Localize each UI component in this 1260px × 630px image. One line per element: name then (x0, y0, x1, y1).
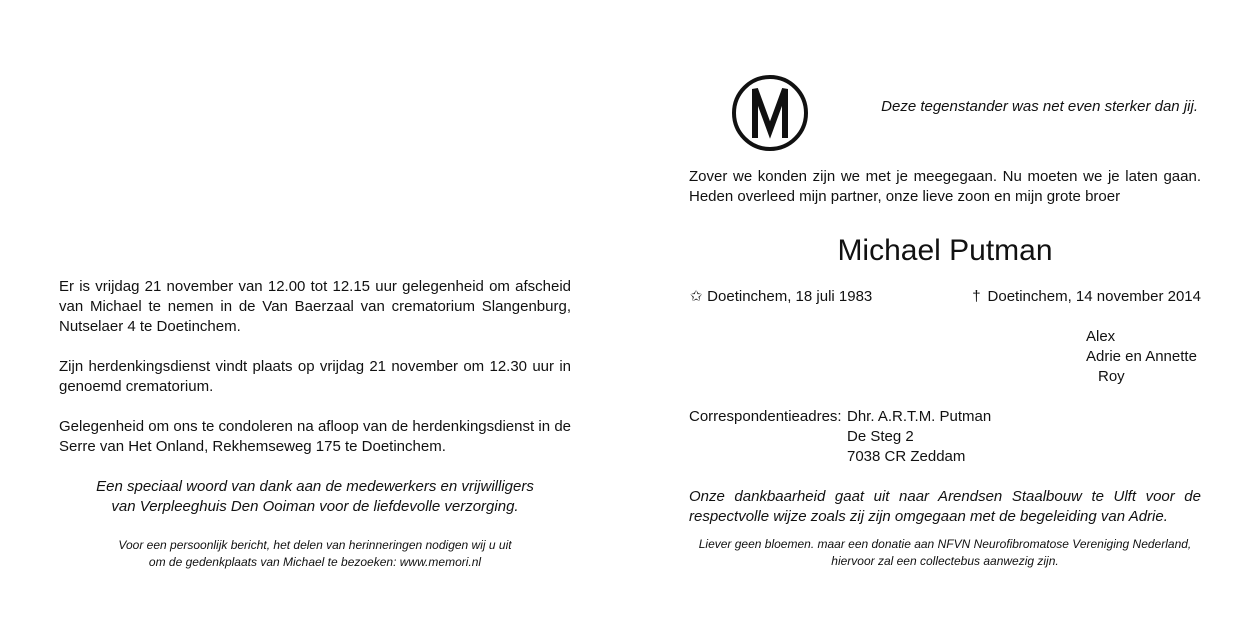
death-text: Doetinchem, 14 november 2014 (987, 288, 1201, 305)
text-line: respectvolle wijze zoals zij zijn omgegaan met de begeleiding van Adrie. (689, 508, 1168, 525)
text-line: Een speciaal woord van dank aan de medewerkers en vrijwilligers (96, 478, 534, 495)
intro-paragraph (689, 167, 1201, 207)
text-line: hiervoor zal een collectebus aanwezig zijn. (831, 554, 1059, 568)
text-line: Er is vrijdag 21 november van 12.00 tot 12.15 uur gelegenheid om afscheid (59, 278, 571, 295)
text-line: genoemd crematorium. (59, 378, 214, 395)
star-icon: ✩ (689, 288, 703, 305)
address-line: Dhr. A.R.T.M. Putman (847, 408, 992, 425)
memorial-logo-icon (730, 72, 810, 154)
condolence-paragraph (59, 417, 571, 457)
birth-text: Doetinchem, 18 juli 1983 (707, 288, 873, 305)
circle-m-icon (730, 72, 810, 154)
text-line: Zover we konden zijn we met je meegegaan. Nu moeten we je laten gaan. (689, 168, 1201, 185)
deceased-name: Michael Putman (837, 234, 1053, 267)
correspondence-address (847, 407, 1047, 467)
text-line: van Michael te nemen in de Van Baerzaal van crematorium Slangenburg, (59, 298, 571, 315)
viewing-paragraph (59, 277, 571, 337)
memorial-service-paragraph (59, 357, 571, 397)
text-line: Gelegenheid om ons te condoleren na afloop van de herdenkingsdienst in de (59, 418, 571, 435)
text-line: Voor een persoonlijk bericht, het delen van herinneringen nodigen wij u uit (118, 538, 512, 552)
family-list (1086, 327, 1206, 387)
correspondence-label: Correspondentieadres: (689, 408, 842, 425)
death-info (920, 287, 1201, 307)
text-line: Zijn herdenkingsdienst vindt plaats op vrijdag 21 november om 12.30 uur in (59, 358, 571, 375)
family-member: Adrie en Annette (1086, 348, 1197, 365)
text-line: Serre van Het Onland, Rekhemseweg 175 te Doetinchem. (59, 438, 446, 455)
cross-icon: † (972, 288, 981, 305)
text-line: Onze dankbaarheid gaat uit naar Arendsen Staalbouw te Ulft voor de (689, 488, 1201, 505)
address-line: 7038 CR Zeddam (847, 448, 966, 465)
text-line: Nutselaer 4 te Doetinchem. (59, 318, 241, 335)
family-member: Roy (1098, 368, 1125, 385)
text-line: Heden overleed mijn partner, onze lieve zoon en mijn grote broer (689, 188, 1121, 205)
family-member: Alex (1086, 328, 1116, 345)
address-line: De Steg 2 (847, 428, 914, 445)
motto: Deze tegenstander was net even sterker dan jij. (881, 98, 1198, 115)
text-line: Liever geen bloemen. maar een donatie aan NFVN Neurofibromatose Vereniging Nederland, (698, 537, 1192, 551)
memori-note (59, 537, 571, 571)
gratitude-paragraph (689, 487, 1201, 527)
donation-note (689, 536, 1201, 570)
birth-info (689, 287, 949, 307)
text-line: om de gedenkplaats van Michael te bezoeken: www.memori.nl (148, 555, 482, 569)
text-line: van Verpleeghuis Den Ooiman voor de liefdevolle verzorging. (111, 498, 519, 515)
thanks-note (59, 477, 571, 517)
